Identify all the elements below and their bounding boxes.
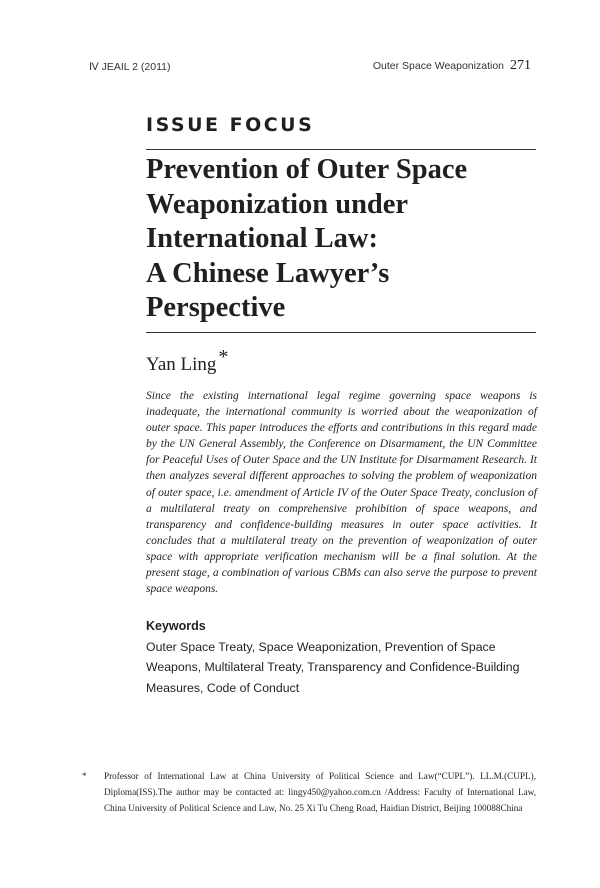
article-title: [146, 153, 536, 326]
title-top-rule: [146, 149, 536, 150]
page-number: 271: [510, 58, 531, 73]
title-line: International Law:: [146, 223, 378, 254]
title-bottom-rule: [146, 332, 536, 333]
author-footnote: [82, 768, 536, 816]
title-line: Prevention of Outer Space: [146, 154, 468, 185]
keywords-heading: Keywords: [146, 619, 206, 633]
title-line: Weaponization under: [146, 188, 409, 220]
title-line: A Chinese Lawyer’s: [146, 257, 390, 289]
author-name: Yan Ling: [146, 354, 217, 375]
title-line: Perspective: [146, 292, 286, 323]
footnote-text: Professor of International Law at China University of Political Science and Law(“CUPL”). LL.M.(CUPL), Diploma(ISS).The author may be contacted at: lingy450@yahoo.com.cn /Address: Faculty of International Law, China University of Political Science and Law, No. 25 Xi Tu Cheng Road, Haidian District, Beijing 100088China: [104, 771, 536, 813]
running-head: [89, 58, 531, 76]
author-byline: [146, 346, 228, 376]
running-title-group: [373, 58, 531, 74]
author-footnote-marker: *: [218, 346, 229, 368]
journal-citation: Ⅳ JEAIL 2 (2011): [89, 61, 171, 73]
footnote-marker: *: [82, 771, 87, 781]
keywords-list: Outer Space Treaty, Space Weaponization, Prevention of Space Weapons, Multilateral Treaty, Transparency and Confidence-Building Measures, Code of Conduct: [146, 640, 520, 695]
running-title: Outer Space Weaponization: [372, 60, 504, 72]
abstract: Since the existing international legal regime governing space weapons is inadequate, the international community is worried about the weaponization of outer space. This paper introduces the efforts and contributions in this regard made by the UN General Assembly, the Conference on Disarmament, the UN Committee for Peaceful Uses of Outer Space and the UN Institute for Disarmament Research. It then analyzes several different approaches to solving the problem of weaponization of outer space, i.e. amendment of Article IV of the Outer Space Treaty, conclusion of a multilateral treaty on comprehensive prohibition of space weapons, and transparency and confidence-building measures in outer space activities. It concludes that a multilateral treaty on the prevention of weaponization of outer space with appropriate verification mechanism will be a final solution. At the present stage, a combination of various CBMs can also serve the purpose to prevent space weapons.: [146, 390, 537, 596]
section-label: ISSUE FOCUS: [146, 114, 315, 136]
